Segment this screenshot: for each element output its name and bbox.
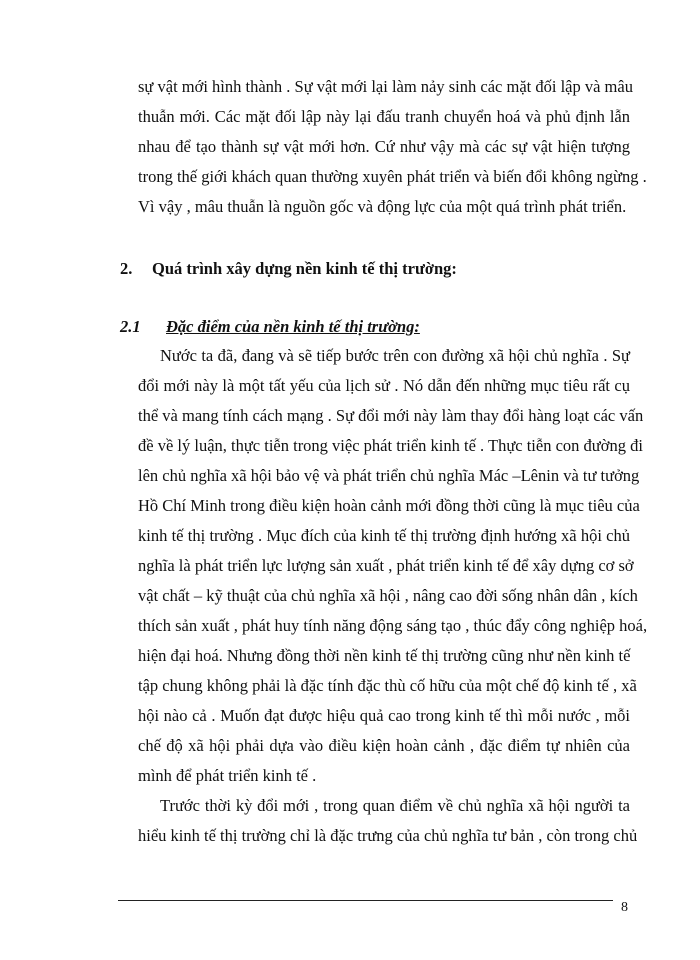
page-number: 8 <box>621 900 628 915</box>
text-line: thích sản xuất , phát huy tính năng động sáng tạo , thúc đẩy công nghiệp hoá, <box>138 616 648 635</box>
text-line: Nước ta đã, đang và sẽ tiếp bước trên con đường xã hội chủ nghĩa . Sự <box>160 346 630 365</box>
text-line: đổi mới này là một tất yếu của lịch sử . Nó dẫn đến những mục tiêu rất cụ <box>138 376 630 395</box>
text-line: chế độ xã hội phải dựa vào điều kiện hoàn cảnh , đặc điểm tự nhiên của <box>138 736 630 755</box>
text-line: sự vật mới hình thành . Sự vật mới lại làm nảy sinh các mặt đối lập và mâu <box>138 77 633 96</box>
text-line: thuẫn mới. Các mặt đối lập này lại đấu tranh chuyển hoá và phủ định lẫn <box>138 107 630 126</box>
text-line: nhau để tạo thành sự vật mới hơn. Cứ như vậy mà các sự vật hiện tượng <box>138 137 630 156</box>
section-2-1-number: 2.1 <box>120 317 141 336</box>
section-2-1-title: Đặc điểm của nền kinh tế thị trường: <box>166 317 420 336</box>
section-2-title: Quá trình xây dựng nền kinh tế thị trường: <box>152 259 457 278</box>
text-line: kinh tế thị trường . Mục đích của kinh tế thị trường định hướng xã hội chủ <box>138 526 630 545</box>
text-line: Vì vậy , mâu thuẫn là nguồn gốc và động lực của một quá trình phát triển. <box>138 197 627 216</box>
text-line: vật chất – kỹ thuật của chủ nghĩa xã hội , nâng cao đời sống nhân dân , kích <box>138 586 638 605</box>
text-line: Hồ Chí Minh trong điều kiện hoàn cảnh mới đồng thời cũng là mục tiêu của <box>138 496 640 515</box>
text-line: trong thế giới khách quan thường xuyên phát triển và biến đổi không ngừng . <box>138 167 647 186</box>
text-line: đề về lý luận, thực tiễn trong việc phát triển kinh tế . Thực tiễn con đường đi <box>138 436 643 455</box>
text-line: lên chủ nghĩa xã hội bảo vệ và phát triển chủ nghĩa Mác –Lênin và tư tưởng <box>138 466 640 485</box>
text-line: hiện đại hoá. Nhưng đồng thời nền kinh tế thị trường cũng như nền kinh tế <box>138 646 631 665</box>
text-line: nghĩa là phát triển lực lượng sản xuất , phát triển kinh tế để xây dựng cơ sở <box>138 556 634 575</box>
footer-divider <box>118 900 613 901</box>
text-line: Trước thời kỳ đổi mới , trong quan điểm về chủ nghĩa xã hội người ta <box>160 796 630 815</box>
text-line: hiểu kinh tế thị trường chỉ là đặc trưng của chủ nghĩa tư bản , còn trong chủ <box>138 826 638 845</box>
section-2-number: 2. <box>120 259 133 278</box>
text-line: mình để phát triển kinh tế . <box>138 766 317 785</box>
text-line: hội nào cả . Muốn đạt được hiệu quả cao trong kinh tế thì mỗi nước , mỗi <box>138 706 630 725</box>
text-line: tập chung không phải là đặc tính đặc thù cố hữu của một chế độ kinh tế , xã <box>138 676 637 695</box>
text-line: thể và mang tính cách mạng . Sự đổi mới này làm thay đổi hàng loạt các vấn <box>138 406 644 425</box>
